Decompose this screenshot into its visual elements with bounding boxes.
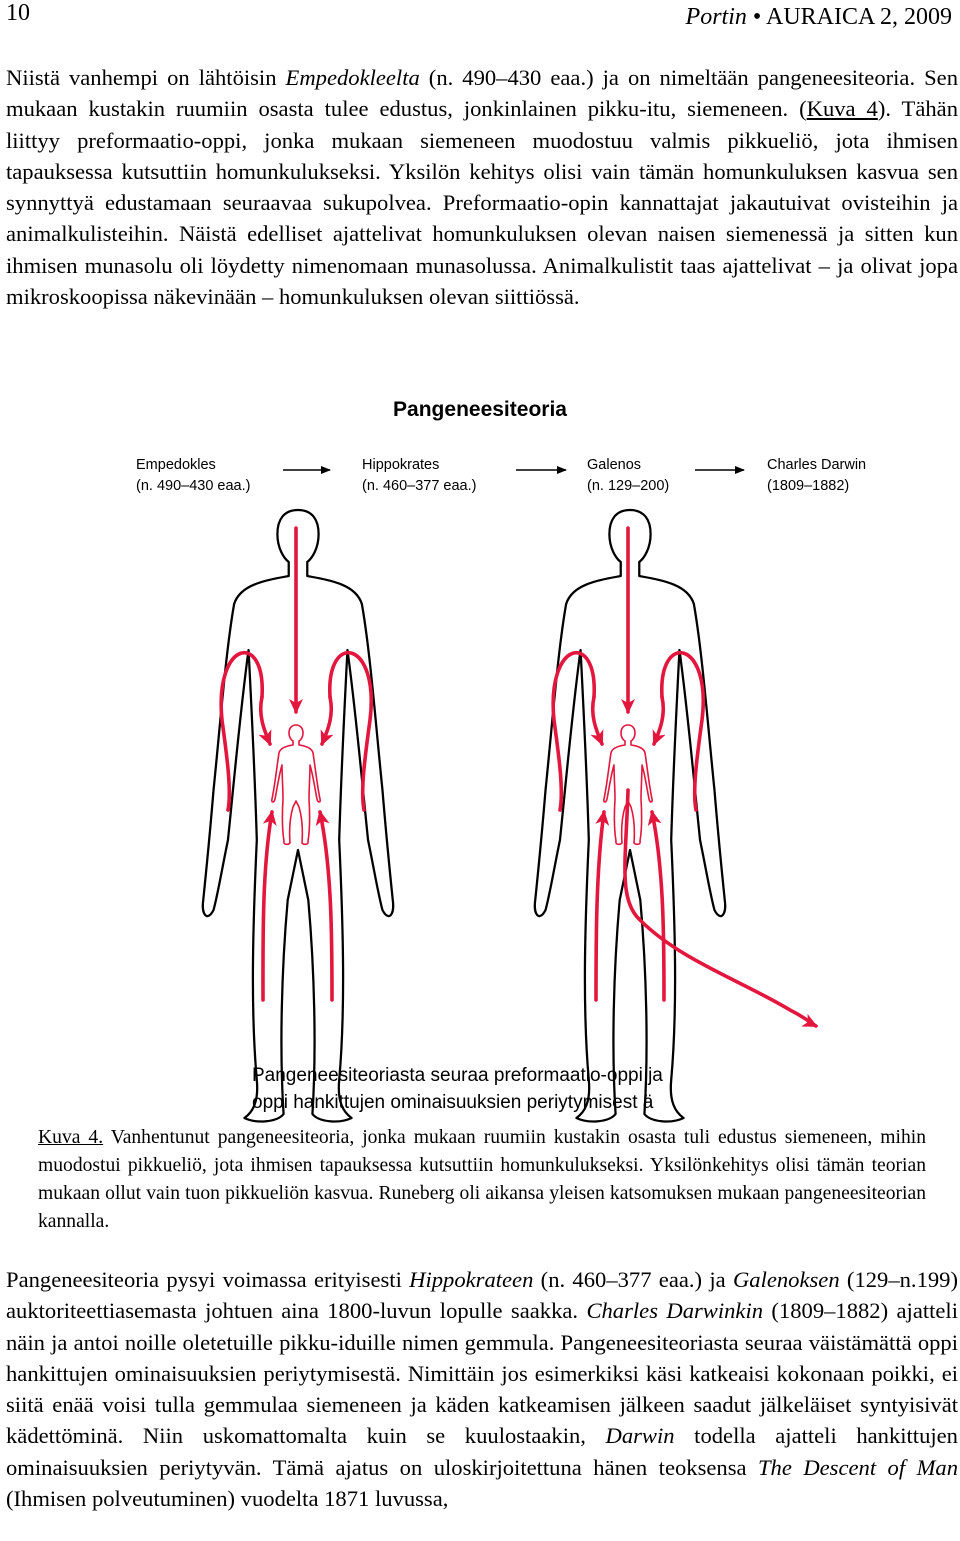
figure-caption-line-2: oppi hankittujen ominaisuuksien periytymisest ä (252, 1092, 654, 1113)
caption-text: Vanhentunut pangeneesiteoria, jonka mukaan ruumiin kustakin osasta tuli edustus siemeneen, mihin muodostui pikkueliö, jota ihmisen tapauksessa kutsuttiin homunkulukseksi. Yksilönkehitys olisi tämän teorian mukaan ollut vain tuon pikkueliön kasvua. Runeberg oli aikansa yleisen katsomuksen mukaan pangeneesiteorian kannalla. (38, 1127, 926, 1232)
body-paragraph-2 (6, 1264, 958, 1514)
para2-text: (129–n.199) auktoriteettiasemasta johtuen aina 1800-luvun lopulle saakka. (6, 1267, 958, 1324)
figure-reference-link[interactable]: Kuva 4 (806, 96, 878, 122)
person-name: Galenos (587, 457, 642, 473)
figure-caption-line-1: Pangeneesiteoriasta seuraa preformaatio-oppi ja (252, 1065, 663, 1086)
para2-text: (n. 460–377 eaa.) ja (533, 1267, 733, 1292)
para1-text: Niistä vanhempi on lähtöisin (6, 65, 286, 90)
person-name: Charles Darwin (767, 457, 867, 473)
figure-caption (252, 1062, 663, 1116)
para2-italic: Charles Darwinkin (586, 1298, 764, 1324)
person-name: Hippokrates (362, 457, 440, 473)
figure-title: Pangeneesiteoria (393, 398, 567, 421)
page-number: 10 (6, 0, 30, 26)
running-head-journal: AURAICA 2, 2009 (765, 4, 952, 30)
para1-text: ). Tähän liittyy preformaatio-oppi, jonka mukaan siemeneen muodostuu valmis pikkueliö, jota ihmisen tapauksessa kutsuttiin homunkulukseksi. Yksilön kehitys olisi vain tämän homunkuluksen kasvua sen synnyttyä edustamaan seuraavaa sukupolvea. Preformaatio-opin kannattajat jakautuivat ovisteihin ja animalkulisteihin. Näistä edelliset ajattelivat homunkuluksen olevan naisen siemenessä ja sitten kun ihmisen munasolu oli löydetty nimenomaan munasolussa. Animalkulistit taas ajattelivat – ja olivat jopa mikroskoopissa näkevinään – homunkuluksen olevan siittiössä. (6, 96, 958, 310)
running-head-author: Portin (685, 4, 747, 30)
person-dates: (n. 129–200) (587, 478, 670, 494)
para2-text: Pangeneesiteoria pysyi voimassa erityisesti (6, 1267, 410, 1292)
para2-text: (Ihmisen polveutuminen) vuodelta 1871 luvussa, (6, 1486, 449, 1512)
person-dates: (1809–1882) (767, 478, 850, 494)
running-head-bullet: • (752, 4, 762, 30)
para2-italic: Galenoksen (732, 1267, 840, 1292)
person-dates: (n. 490–430 eaa.) (136, 478, 251, 494)
para2-text: todella ajatteli hankittujen ominaisuuksien periytyvän. Tämä ajatus on uloskirjoitettuna hänen teoksensa (6, 1423, 958, 1480)
para2-italic: Darwin (605, 1423, 675, 1449)
parent-body-right-icon (535, 510, 725, 1121)
caption-label: Kuva 4. (38, 1127, 104, 1148)
para1-text: (n. 490–430 eaa.) ja on nimeltään pangeneesiteoria. Sen mukaan kustakin ruumiin osasta tulee edustus, jonkinlainen pikku-itu, siemeneen. ( (6, 65, 958, 122)
person-dates: (n. 460–377 eaa.) (362, 478, 477, 494)
para1-italic-empedokles: Empedokleelta (285, 65, 420, 90)
para2-italic: Hippokrateen (409, 1267, 534, 1292)
person-name: Empedokles (136, 457, 216, 473)
para2-italic: The Descent of Man (757, 1454, 959, 1480)
figure-4-caption (38, 1124, 926, 1236)
parent-body-left-icon (203, 510, 393, 1121)
para2-text: (1809–1882) ajatteli näin ja antoi noille oletetuille pikku-iduille nimen gemmula. Pangeneesiteoriasta seuraa väistämättä oppi hankittujen ominaisuuksien periytymisestä. Nimittäin jos esimerkiksi käsi katkeaisi kokonaan poikki, ei siitä enää voisi tulla gemmulaa siemeneen ja käden katkeamisen jälkeen saadut jälkeläiset syntyisivät kädettöminä. Niin uskomattomalta kuin se kuulostaakin, (6, 1298, 958, 1449)
